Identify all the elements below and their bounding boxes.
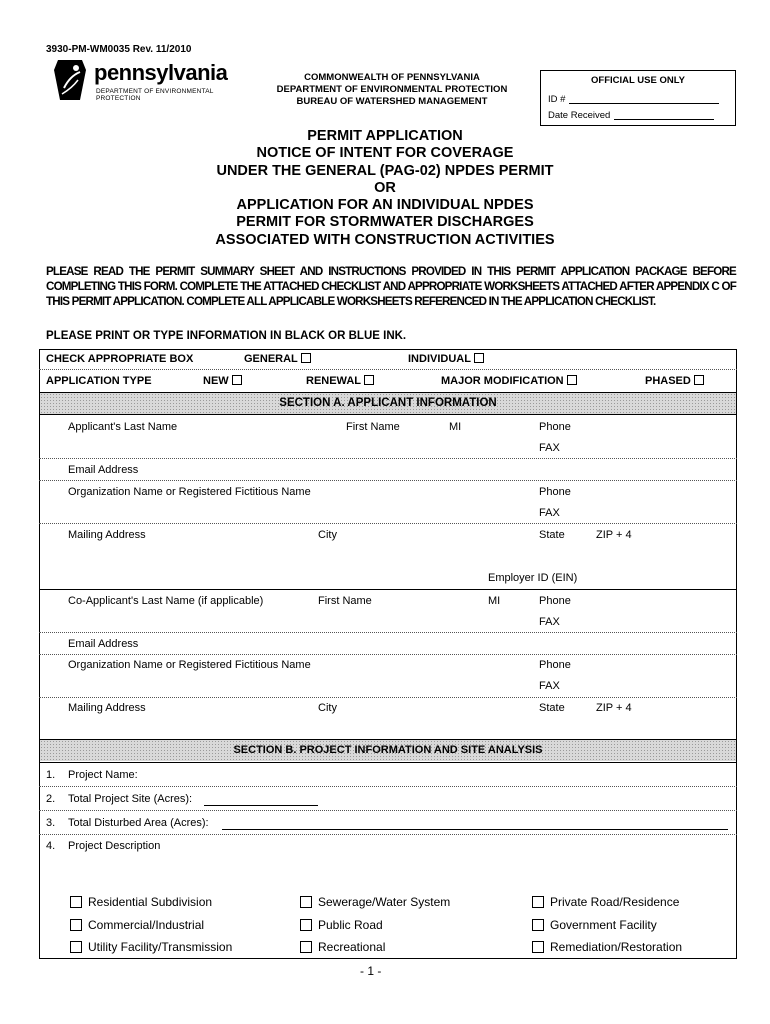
item-number: 1. — [46, 769, 56, 781]
agency-line: BUREAU OF WATERSHED MANAGEMENT — [296, 96, 488, 107]
co-phone-label: Phone — [539, 595, 571, 607]
date-received-field[interactable] — [614, 110, 714, 120]
pa-dep-logo — [52, 58, 242, 108]
section-b-title: SECTION B. PROJECT INFORMATION AND SITE ANALYSIS — [233, 744, 543, 756]
sewerage-water-system-checkbox[interactable] — [300, 896, 312, 908]
individual-checkbox[interactable] — [474, 353, 484, 363]
title-line: APPLICATION FOR AN INDIVIDUAL NPDES — [236, 197, 534, 214]
mailing-address-label: Mailing Address — [68, 529, 146, 541]
co-org-phone-label: Phone — [539, 659, 571, 671]
co-mailing-address-label: Mailing Address — [68, 702, 146, 714]
logo-wordmark: pennsylvania — [94, 60, 228, 85]
official-use-title: OFFICIAL USE ONLY — [591, 75, 685, 86]
commercial-industrial-label: Commercial/Industrial — [88, 918, 205, 932]
agency-line: DEPARTMENT OF ENVIRONMENTAL PROTECTION — [276, 84, 508, 95]
form-code: 3930-PM-WM0035 Rev. 11/2010 — [46, 44, 192, 55]
individual-option[interactable]: INDIVIDUAL — [408, 353, 484, 365]
id-label: ID # — [548, 94, 566, 105]
first-name-label: First Name — [346, 421, 400, 433]
fax-label: FAX — [539, 442, 560, 454]
major-modification-checkbox[interactable] — [567, 375, 577, 385]
renewal-option[interactable]: RENEWAL — [306, 375, 374, 387]
remediation-restoration-checkbox[interactable] — [532, 941, 544, 953]
major-modification-option[interactable]: MAJOR MODIFICATION — [441, 375, 577, 387]
residential-subdivision-label: Residential Subdivision — [88, 895, 213, 909]
remediation-restoration-label: Remediation/Restoration — [550, 940, 683, 954]
organization-label: Organization Name or Registered Fictitious Name — [68, 486, 311, 498]
recreational-label: Recreational — [318, 940, 386, 954]
item-number: 2. — [46, 793, 56, 805]
title-line: OR — [374, 179, 396, 196]
application-type-label: APPLICATION TYPE — [46, 375, 152, 387]
title-line: UNDER THE GENERAL (PAG-02) NPDES PERMIT — [216, 162, 554, 179]
email-label: Email Address — [68, 464, 139, 476]
project-name-label: Project Name: — [68, 769, 138, 781]
phased-checkbox[interactable] — [694, 375, 704, 385]
org-fax-label: FAX — [539, 507, 560, 519]
private-road-residence-label: Private Road/Residence — [550, 895, 680, 909]
id-field[interactable] — [569, 94, 719, 104]
co-email-label: Email Address — [68, 638, 139, 650]
agency-block — [262, 72, 522, 108]
state-label: State — [539, 529, 565, 541]
item-number: 3. — [46, 817, 56, 829]
official-use-box — [540, 70, 736, 126]
residential-subdivision-checkbox[interactable] — [70, 896, 82, 908]
check-box-label: CHECK APPROPRIATE BOX — [46, 353, 194, 365]
mi-label: MI — [449, 421, 462, 433]
title-line: PERMIT APPLICATION — [307, 128, 463, 144]
ein-label: Employer ID (EIN) — [488, 572, 578, 584]
government-facility-label: Government Facility — [550, 918, 657, 932]
section-a-title: SECTION A. APPLICANT INFORMATION — [279, 397, 497, 409]
org-phone-label: Phone — [539, 486, 571, 498]
new-checkbox[interactable] — [232, 375, 242, 385]
project-description-label: Project Description — [68, 840, 161, 852]
total-disturbed-area-field[interactable] — [222, 829, 728, 830]
public-road-label: Public Road — [318, 918, 383, 932]
date-received-label: Date Received — [548, 110, 611, 121]
logo-subtitle: DEPARTMENT OF ENVIRONMENTAL PROTECTION — [96, 88, 214, 102]
total-project-site-label: Total Project Site (Acres): — [68, 793, 193, 805]
private-road-residence-checkbox[interactable] — [532, 896, 544, 908]
general-option[interactable]: GENERAL — [244, 353, 311, 365]
title-line: ASSOCIATED WITH CONSTRUCTION ACTIVITIES — [215, 231, 555, 248]
zip-label: ZIP + 4 — [596, 529, 632, 541]
co-city-label: City — [318, 702, 337, 714]
co-applicant-last-name-label: Co-Applicant's Last Name (if applicable) — [68, 595, 264, 607]
city-label: City — [318, 529, 337, 541]
co-zip-label: ZIP + 4 — [596, 702, 632, 714]
co-org-fax-label: FAX — [539, 680, 560, 692]
sewerage-water-system-label: Sewerage/Water System — [318, 895, 451, 909]
government-facility-checkbox[interactable] — [532, 919, 544, 931]
form-title — [120, 128, 650, 249]
utility-facility-checkbox[interactable] — [70, 941, 82, 953]
print-ink-notice: PLEASE PRINT OR TYPE INFORMATION IN BLACK OR BLUE INK. — [46, 330, 407, 342]
keystone-logo-icon — [52, 58, 88, 102]
co-first-name-label: First Name — [318, 595, 372, 607]
co-fax-label: FAX — [539, 616, 560, 628]
phased-option[interactable]: PHASED — [645, 375, 704, 387]
agency-line: COMMONWEALTH OF PENNSYLVANIA — [304, 72, 480, 83]
utility-facility-label: Utility Facility/Transmission — [88, 940, 233, 954]
co-mi-label: MI — [488, 595, 501, 607]
new-option[interactable]: NEW — [203, 375, 242, 387]
renewal-checkbox[interactable] — [364, 375, 374, 385]
phone-label: Phone — [539, 421, 571, 433]
co-state-label: State — [539, 702, 565, 714]
recreational-checkbox[interactable] — [300, 941, 312, 953]
general-checkbox[interactable] — [301, 353, 311, 363]
page-number: - 1 - — [360, 964, 382, 978]
co-organization-label: Organization Name or Registered Fictitious Name — [68, 659, 311, 671]
item-number: 4. — [46, 840, 56, 852]
title-line: NOTICE OF INTENT FOR COVERAGE — [256, 145, 514, 162]
applicant-last-name-label: Applicant's Last Name — [68, 421, 178, 433]
public-road-checkbox[interactable] — [300, 919, 312, 931]
instructions-text: PLEASE READ THE PERMIT SUMMARY SHEET AND INSTRUCTIONS PROVIDED IN THIS PERMIT APPLICATION PACKAGE BEFORE COMPLETING THIS FORM. COMPLETE THE ATTACHED CHECKLIST AND APPROPRIATE WORKSHEETS ATTACHED AFTER APPENDIX C OF THIS PERMIT APPLICATION. COMPLETE ALL APPLICABLE WORKSHEETS REFERENCED IN THE APPLICATION CHECKLIST. — [46, 265, 736, 308]
commercial-industrial-checkbox[interactable] — [70, 919, 82, 931]
title-line: PERMIT FOR STORMWATER DISCHARGES — [236, 214, 534, 231]
total-disturbed-area-label: Total Disturbed Area (Acres): — [68, 817, 209, 829]
total-project-site-field[interactable] — [204, 805, 318, 806]
